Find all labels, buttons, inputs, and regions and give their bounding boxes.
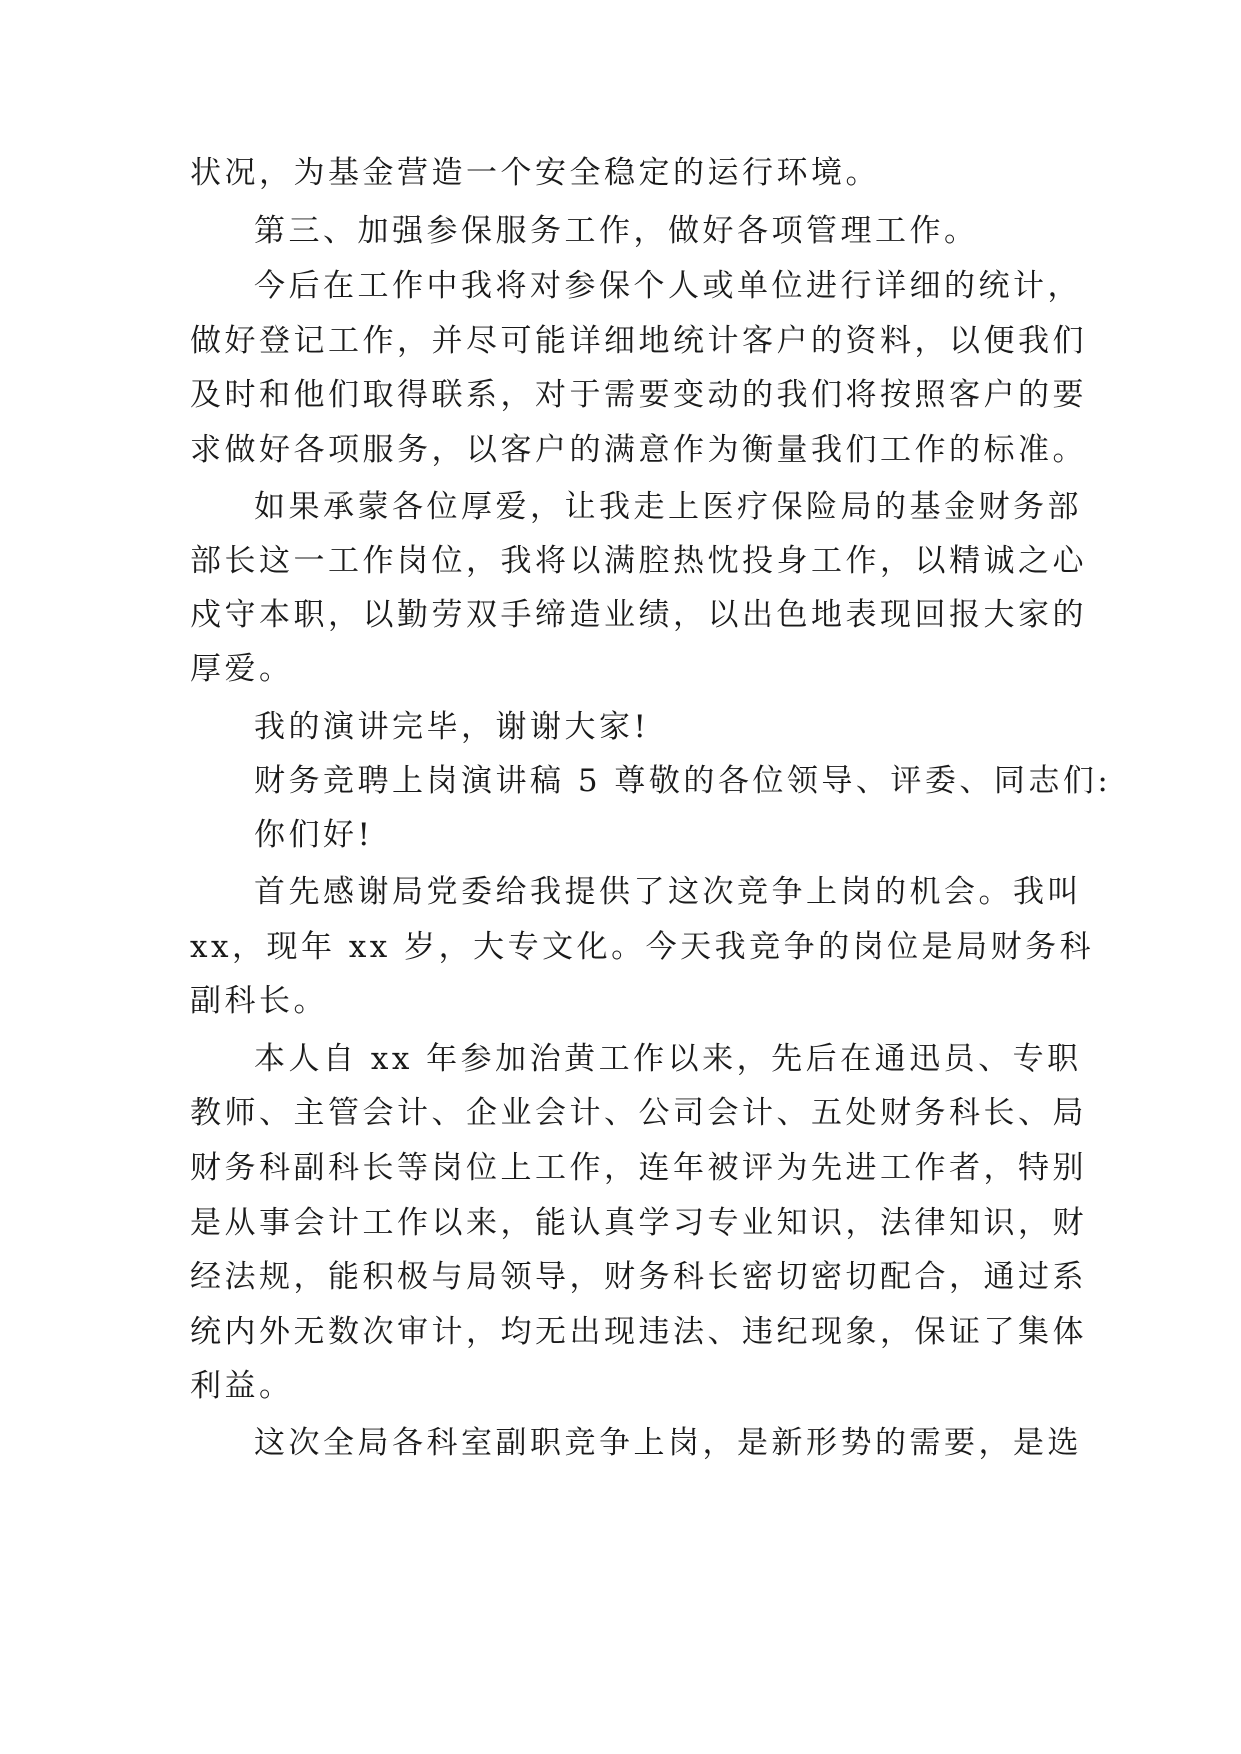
paragraph-first-line: 今后在工作中我将对参保个人或单位进行详细的统计， [254,268,1082,304]
paragraph-first-line: 这次全局各科室副职竞争上岗，是新形势的需要，是选 [254,1425,1082,1461]
text-line: 经法规，能积极与局领导，财务科长密切密切配合，通过系 [190,1259,1087,1295]
text-line: 状况，为基金营造一个安全稳定的运行环境。 [190,155,880,191]
text-line: 教师、主管会计、企业会计、公司会计、五处财务科长、局 [190,1095,1087,1131]
text-line: 统内外无数次审计，均无出现违法、违纪现象，保证了集体 [190,1314,1087,1350]
text-line: 戍守本职，以勤劳双手缔造业绩，以出色地表现回报大家的 [190,597,1087,633]
paragraph-first-line: 首先感谢局党委给我提供了这次竞争上岗的机会。我叫 [254,874,1082,910]
paragraph-first-line: 如果承蒙各位厚爱，让我走上医疗保险局的基金财务部 [254,489,1082,525]
paragraph-first-line: 第三、加强参保服务工作，做好各项管理工作。 [254,213,979,249]
paragraph-first-line: 本人自 xx 年参加治黄工作以来，先后在通迅员、专职 [254,1041,1082,1077]
text-line: 做好登记工作，并尽可能详细地统计客户的资料，以便我们 [190,323,1087,359]
paragraph-first-line: 我的演讲完毕，谢谢大家! [254,709,650,745]
text-line: 副科长。 [190,983,328,1019]
text-line: 求做好各项服务，以客户的满意作为衡量我们工作的标准。 [190,432,1087,468]
text-line: 及时和他们取得联系，对于需要变动的我们将按照客户的要 [190,377,1087,413]
text-line: xx，现年 xx 岁，大专文化。今天我竞争的岗位是局财务科 [190,929,1095,965]
paragraph-first-line: 你们好! [254,817,374,853]
text-line: 部长这一工作岗位，我将以满腔热忱投身工作，以精诚之心 [190,543,1087,579]
paragraph-first-line: 财务竞聘上岗演讲稿 5 尊敬的各位领导、评委、同志们: [254,763,1112,799]
text-line: 是从事会计工作以来，能认真学习专业知识，法律知识，财 [190,1205,1087,1241]
text-line: 利益。 [190,1368,294,1404]
text-line: 财务科副科长等岗位上工作，连年被评为先进工作者，特别 [190,1150,1087,1186]
text-line: 厚爱。 [190,651,294,687]
